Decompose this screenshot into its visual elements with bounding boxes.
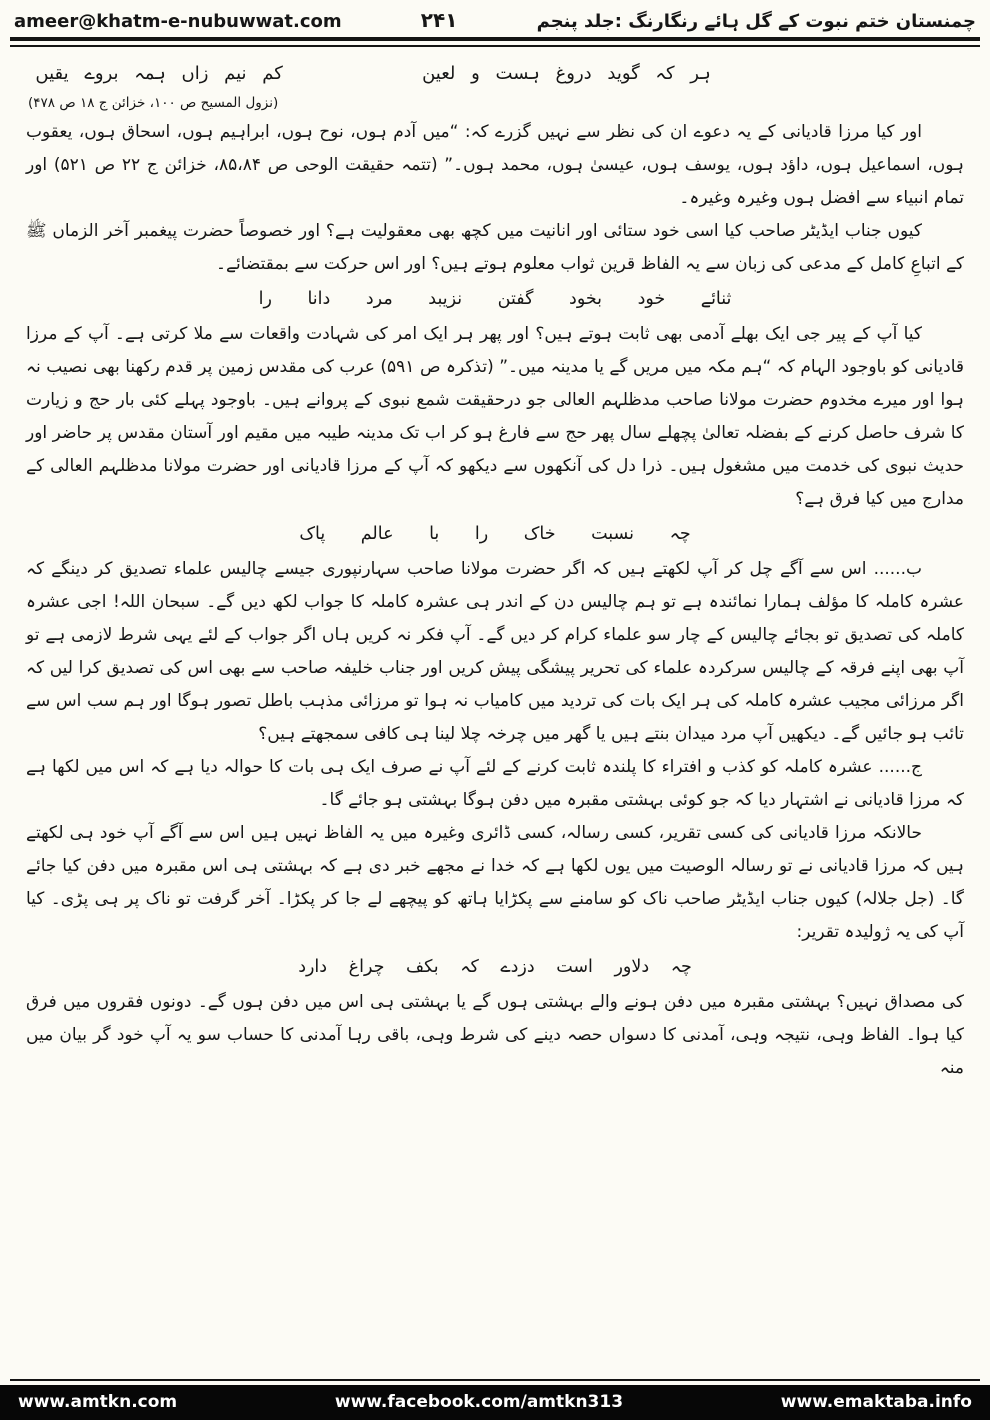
verse-che-nisbat: چہ نسبت خاک را با عالم پاک	[299, 524, 691, 544]
verse-sana-e-khud: ثنائے خود بخود گفتن نزیبد مرد دانا را	[258, 289, 732, 309]
paragraph-comparison: کیا آپ کے پیر جی ایک بھلے آدمی بھی ثابت ہوتے ہیں؟ اور پھر ہر ایک امر کی شہادت واقعات سے ملا کرتی ہے۔ آپ کے مرزا قادیانی کو باوجود الہام کہ “ہم مکہ میں مریں گے یا مدینہ میں۔” (تذکرہ ص ۵۹۱) عرب کی مقدس زمین پر قدم رکھنا بھی نصیب نہ ہوا اور میرے مخدوم حضرت مولانا صاحب مدظلہم العالی جو درحقیقت شمع نبوی کے پروانے ہیں۔ باوجود پہلے کئی بار حج و زیارت کا شرف حاصل کرنے کے بفضلہ تعالیٰ پچھلے سال پھر حج سے فارغ ہو کر اب تک مدینہ طیبہ میں مقیم اور آستان مقدس پر حاضر اور حدیث نبوی کی خدمت میں مشغول ہیں۔ ذرا دل کی آنکھوں سے دیکھو کہ آپ کے مرزا قادیانی اور حضرت مولانا مدظلہم العالی کے مدارج میں کیا فرق ہے؟	[26, 324, 965, 509]
footer-link-emaktaba: www.emaktaba.info	[780, 1392, 972, 1412]
page-number: ۲۴۱	[420, 8, 458, 32]
header-email: ameer@khatm-e-nubuwwat.com	[14, 11, 342, 32]
couplet-reference: (نزول المسیح ص ۱۰۰، خزائن ج ۱۸ ص ۴۷۸)	[28, 95, 279, 111]
paragraph-conclusion: کی مصداق نہیں؟ بہشتی مقبرہ میں دفن ہونے والے بہشتی ہوں گے یا بہشتی ہی اس میں دفن ہوں گے۔ دونوں فقروں میں فرق کیا ہوا۔ الفاظ وہی، نتیجہ وہی، آمدنی کا دسواں حصہ دینے کی شرط وہی، باقی رہا آمدنی کا حساب سو یہ آپ خود گر بیان میں منہ	[26, 992, 964, 1078]
paragraph-point-b: ب...... اس سے آگے چل کر آپ لکھتے ہیں کہ اگر حضرت مولانا صاحب سہارنپوری جیسے چالیس علماء تصدیق کر دینگے کہ عشرہ کاملہ کا مؤلف ہمارا نمائندہ ہے تو ہم چالیس دن کے اندر ہی عشرہ کاملہ کا جواب لکھ دیں گے۔ سبحان اللہ! اجی عشرہ کاملہ کی تصدیق تو بجائے چالیس کے چار سو علماء کرام کر دیں گے۔ آپ فکر نہ کریں ہاں اگر جواب کے لئے یہی شرط لازمی ہے تو آپ بھی اپنے فرقہ کے چالیس سرکردہ علماء کی تحریر پیشگی پیش کریں اور جناب خلیفہ صاحب سے بھی اس کی تصدیق کرا لیں کہ اگر مرزائی مجیب عشرہ کاملہ کی ہر ایک بات کی تردید میں کامیاب نہ ہوا تو مرزائی مذہب باطل تصور ہوگا اور ہم سب اس سے تائب ہو جائیں گے۔ دیکھیں آپ مرد میدان بنتے ہیں یا گھر میں چرخہ چلا لینا ہی کافی سمجھتے ہیں؟	[26, 559, 964, 744]
footer-link-amtkn: www.amtkn.com	[18, 1392, 178, 1412]
couplet-hemistich-first: ہر کہ گوید دروغ ہست و لعین	[422, 63, 711, 84]
couplet-hemistich-second: کم نیم زاں ہمہ بروے یقیں	[35, 63, 283, 84]
paragraph-halanke: حالانکہ مرزا قادیانی کی کسی تقریر، کسی رسالہ، کسی ڈائری وغیرہ میں یہ الفاظ نہیں ہیں اس سے آگے آپ خود ہی لکھتے ہیں کہ مرزا قادیانی نے تو رسالہ الوصیت میں یوں لکھا ہے کہ خدا نے مجھے خبر دی ہے کہ بہشتی ہی اس مقبرہ میں دفن کیا جائے گا۔ (جل جلالہ) کیوں جناب ایڈیٹر صاحب ناک کو سامنے سے پکڑایا ہاتھ کو پیچھے لے جا کر پکڑا۔ آخر گرفت تو ناک پر ہی پڑی۔ کیا آپ کی یہ ژولیدہ تقریر:	[26, 823, 964, 942]
header-divider	[10, 37, 980, 47]
footer-link-facebook: www.facebook.com/amtkn313	[334, 1392, 624, 1412]
paragraph-editor-question: کیوں جناب ایڈیٹر صاحب کیا اسی خود ستائی اور انانیت میں کچھ بھی معقولیت ہے؟ اور خصوصاً حضرت پیغمبر آخر الزماں ﷺ کے اتباعِ کامل کے مدعی کی زبان سے یہ الفاظ قرین ثواب معلوم ہوتے ہیں؟ اور اس حرکت سے بمقتضائے۔	[26, 221, 964, 274]
page-header	[0, 0, 990, 35]
footer-divider	[10, 1379, 980, 1381]
page-body	[0, 47, 990, 1377]
couplet	[35, 57, 710, 90]
footer-bar	[0, 1385, 990, 1420]
paragraph-claims: اور کیا مرزا قادیانی کے یہ دعوے ان کی نظر سے نہیں گزرے کہ: “میں آدم ہوں، نوح ہوں، ابراہیم ہوں، اسحاق ہوں، یعقوب ہوں، اسماعیل ہوں، داؤد ہوں، یوسف ہوں، عیسیٰ ہوں، محمد ہوں۔” (تتمہ حقیقت الوحی ص ۸۵،۸۴، خزائن ج ۲۲ ص ۵۲۱) اور تمام انبیاء سے افضل ہوں وغیرہ وغیرہ۔	[26, 122, 964, 208]
verse-che-dilawar: چہ دلاور است دزدے کہ بکف چراغ دارد	[298, 957, 692, 977]
book-title: چمنستان ختم نبوت کے گل ہائے رنگارنگ :جلد پنجم	[536, 11, 976, 32]
paragraph-point-j: ج...... عشرہ کاملہ کو کذب و افتراء کا پلندہ ثابت کرنے کے لئے آپ نے صرف ایک ہی بات کا حوالہ دیا ہے کہ اس میں لکھا ہے کہ مرزا قادیانی نے اشتہار دیا کہ جو کوئی بہشتی مقبرہ میں دفن ہوگا بہشتی ہو جائے گا۔	[26, 757, 964, 810]
